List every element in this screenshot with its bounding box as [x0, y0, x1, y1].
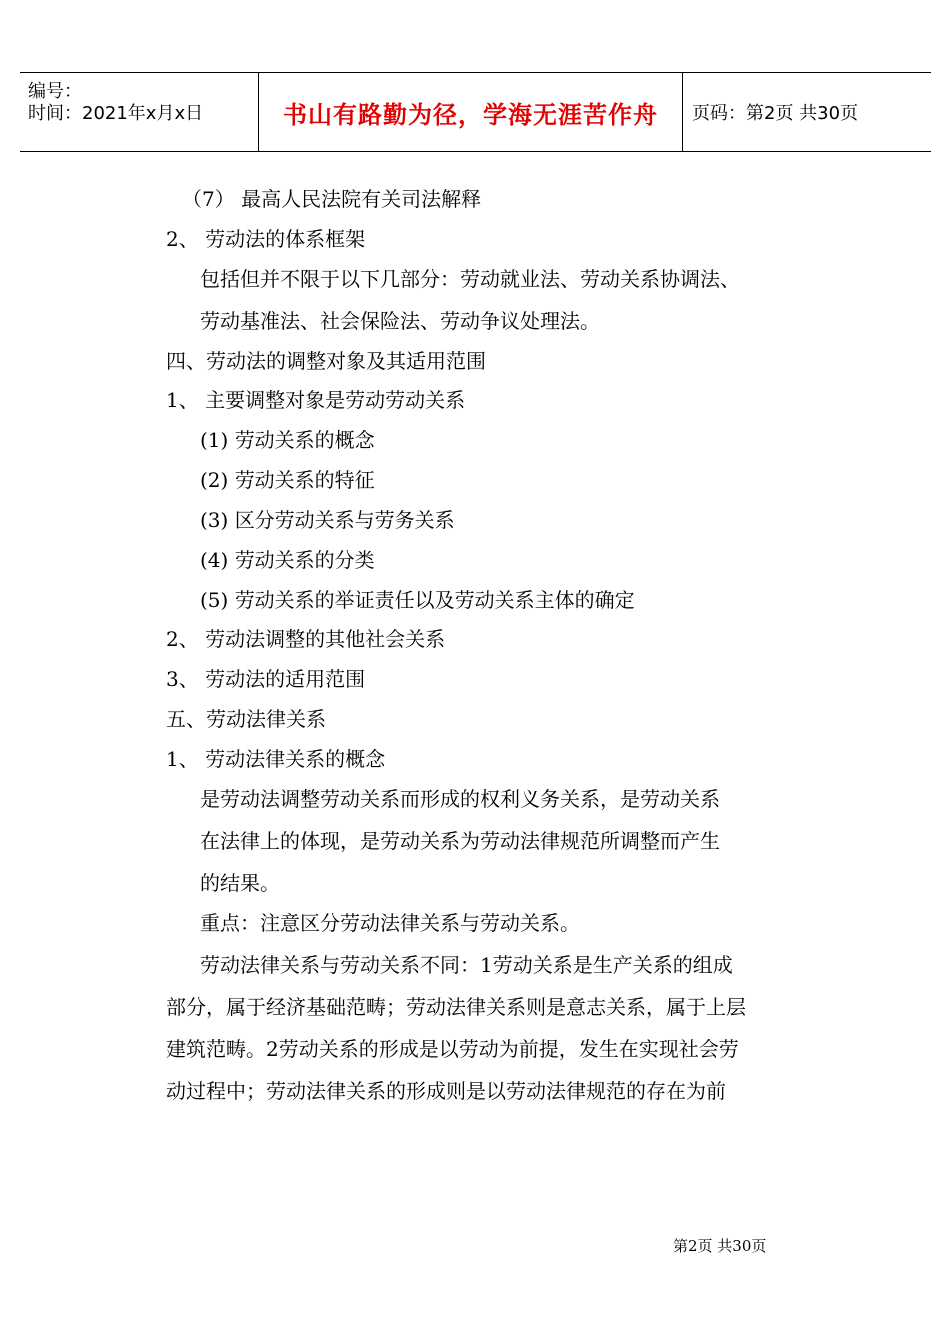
body-line: 的结果。: [200, 871, 280, 895]
body-line: 劳动基准法、社会保险法、劳动争议处理法。: [200, 309, 600, 333]
header-meta: [28, 81, 203, 125]
body-line: (1) 劳动关系的概念: [200, 428, 375, 452]
body-line: 重点：注意区分劳动法律关系与劳动关系。: [200, 911, 580, 935]
body-line: （7） 最高人民法院有关司法解释: [182, 187, 482, 211]
header-motto: 书山有路勤为径，学海无涯苦作舟: [283, 100, 658, 129]
body-line: 1、 劳动法律关系的概念: [166, 747, 386, 771]
body-line: 1、 主要调整对象是劳动劳动关系: [166, 388, 466, 412]
page-footer: 第2页 共30页: [673, 1237, 767, 1255]
time-label: 时间：2021年x月x日: [28, 103, 204, 124]
body-line: 五、劳动法律关系: [166, 707, 326, 731]
body-line: (3) 区分劳动关系与劳务关系: [200, 508, 455, 532]
body-line: (5) 劳动关系的举证责任以及劳动关系主体的确定: [200, 588, 635, 612]
body-line: 四、劳动法的调整对象及其适用范围: [166, 349, 486, 373]
body-line: 部分，属于经济基础范畴；劳动法律关系则是意志关系，属于上层: [166, 995, 746, 1019]
body-line: 在法律上的体现，是劳动关系为劳动法律规范所调整而产生: [200, 829, 720, 853]
body-line: 建筑范畴。2劳动关系的形成是以劳动为前提，发生在实现社会劳: [166, 1037, 739, 1061]
body-line: 2、 劳动法的体系框架: [166, 227, 366, 251]
header-divider: [682, 73, 683, 151]
body-line: 2、 劳动法调整的其他社会关系: [166, 627, 446, 651]
number-label: 编号：: [28, 81, 82, 102]
body-line: 劳动法律关系与劳动关系不同：1劳动关系是生产关系的组成: [200, 953, 733, 977]
page-header: [20, 72, 931, 152]
header-page-number: 页码：第2页 共30页: [692, 103, 859, 124]
body-line: 3、 劳动法的适用范围: [166, 667, 366, 691]
body-line: (2) 劳动关系的特征: [200, 468, 375, 492]
body-line: 包括但并不限于以下几部分：劳动就业法、劳动关系协调法、: [200, 267, 740, 291]
body-line: 动过程中；劳动法律关系的形成则是以劳动法律规范的存在为前: [166, 1079, 726, 1103]
body-line: 是劳动法调整劳动关系而形成的权利义务关系，是劳动关系: [200, 787, 720, 811]
body-line: (4) 劳动关系的分类: [200, 548, 375, 572]
